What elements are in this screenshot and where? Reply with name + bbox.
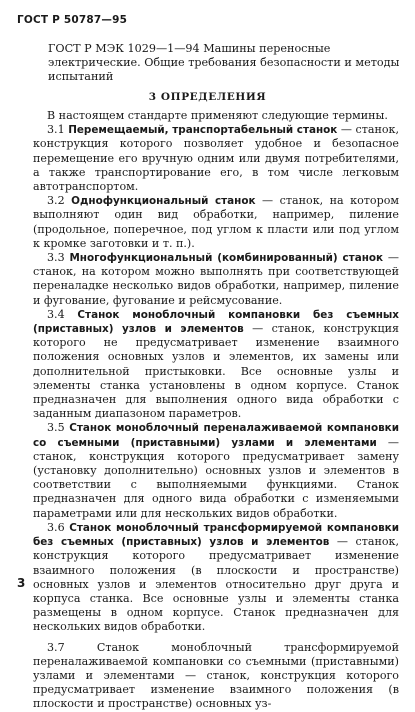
definition-paragraph bbox=[33, 194, 399, 251]
reference-standard: ГОСТ Р МЭК 1029—1—94 Машины переносные электрические. Общие требования безопасности и методы испытаний bbox=[48, 42, 400, 83]
definition-text: — станок, конструкция которого предусматривает изменение взаимного положения (в плоскости и пространстве) основных узлов и элементов относительно друг друга и корпуса станка. Все основные узлы и элементы станка размещены в одном корпусе. Станок предназначен для нескольких видов обработки. bbox=[33, 535, 399, 634]
definition-text: — станок, конструкция которого не предусматривает изменение взаимного положения основных узлов и элементов, их замены или дополнительной пристыковки. Все основные узлы и элементы станка установлены в одном корпусе. Станок предназначен для выполнения одного вида обработки с заданным диапазоном параметров. bbox=[33, 322, 399, 421]
definition-text: — станок, конструкция которого предусматривает замену (установку дополнительно) основных узлов и элементов в соответствии с выполняемыми функциями. Станок предназначен для одного вида обработки с изменяемыми параметрами или для нескольких видов обработки. bbox=[33, 435, 400, 520]
section-title: 3 ОПРЕДЕЛЕНИЯ bbox=[148, 91, 267, 103]
definition-term: Станок моноблочный компановки без съемных (приставных) узлов и элементов bbox=[33, 308, 400, 336]
document-header: ГОСТ Р 50787—95 bbox=[17, 14, 128, 26]
definitions-body bbox=[33, 109, 399, 712]
definition-number: 3.3 bbox=[47, 251, 65, 265]
definition-number: 3.6 bbox=[47, 520, 65, 534]
definition-term: Станок моноблочный трансформируемой компановки без съемных (приставных) узлов и элементов bbox=[33, 521, 399, 549]
definition-term: Перемещаемый, транспортабельный станок bbox=[68, 124, 338, 137]
definition-text: — станок, конструкция которого позволяет удобное и безопасное перемещение его вручную одним или двумя потребителями, а также транспортирование его, в том числе легковым автотранспортом. bbox=[33, 123, 400, 194]
definition-number: 3.7 bbox=[47, 640, 65, 654]
definition-number: 3.2 bbox=[47, 194, 65, 208]
definition-paragraph bbox=[33, 421, 399, 520]
definition-term: Многофункциональный (комбинированный) станок bbox=[69, 252, 384, 265]
definition-number: 3.4 bbox=[47, 307, 65, 321]
definition-number: 3.5 bbox=[47, 421, 65, 435]
definition-text: — станок, на котором выполняют один вид обработки, например, пиление (продольное, поперечное, под углом к пласти или под углом к кромке заготовки и т. п.). bbox=[33, 194, 400, 250]
definition-paragraph bbox=[33, 123, 399, 194]
page-number: 3 bbox=[17, 576, 26, 590]
intro-paragraph: В настоящем стандарте применяют следующие термины. bbox=[47, 109, 388, 122]
definition-term: Станок моноблочный переналаживаемой компановки со съемными (приставными) узлами и элементами bbox=[33, 422, 399, 449]
definition-paragraph bbox=[33, 521, 399, 635]
definition-paragraph bbox=[33, 251, 399, 308]
definition-number: 3.1 bbox=[47, 123, 65, 137]
definition-text: Станок моноблочный трансформируемой переналаживаемой компановки со съемными (приставными) узлами и элементами — станок, конструкция которого предусматривает изменение взаимного положения (в плоскости и пространстве) основных уз- bbox=[33, 640, 399, 711]
definition-paragraph bbox=[33, 641, 399, 712]
definition-text: — станок, на котором можно выполнять при соответствующей переналадке несколько видов обработки, например, пиление и фугование, фугование и рейсмусование. bbox=[33, 251, 399, 307]
definition-paragraph bbox=[33, 308, 399, 422]
definition-term: Однофункциональный станок bbox=[71, 195, 256, 208]
